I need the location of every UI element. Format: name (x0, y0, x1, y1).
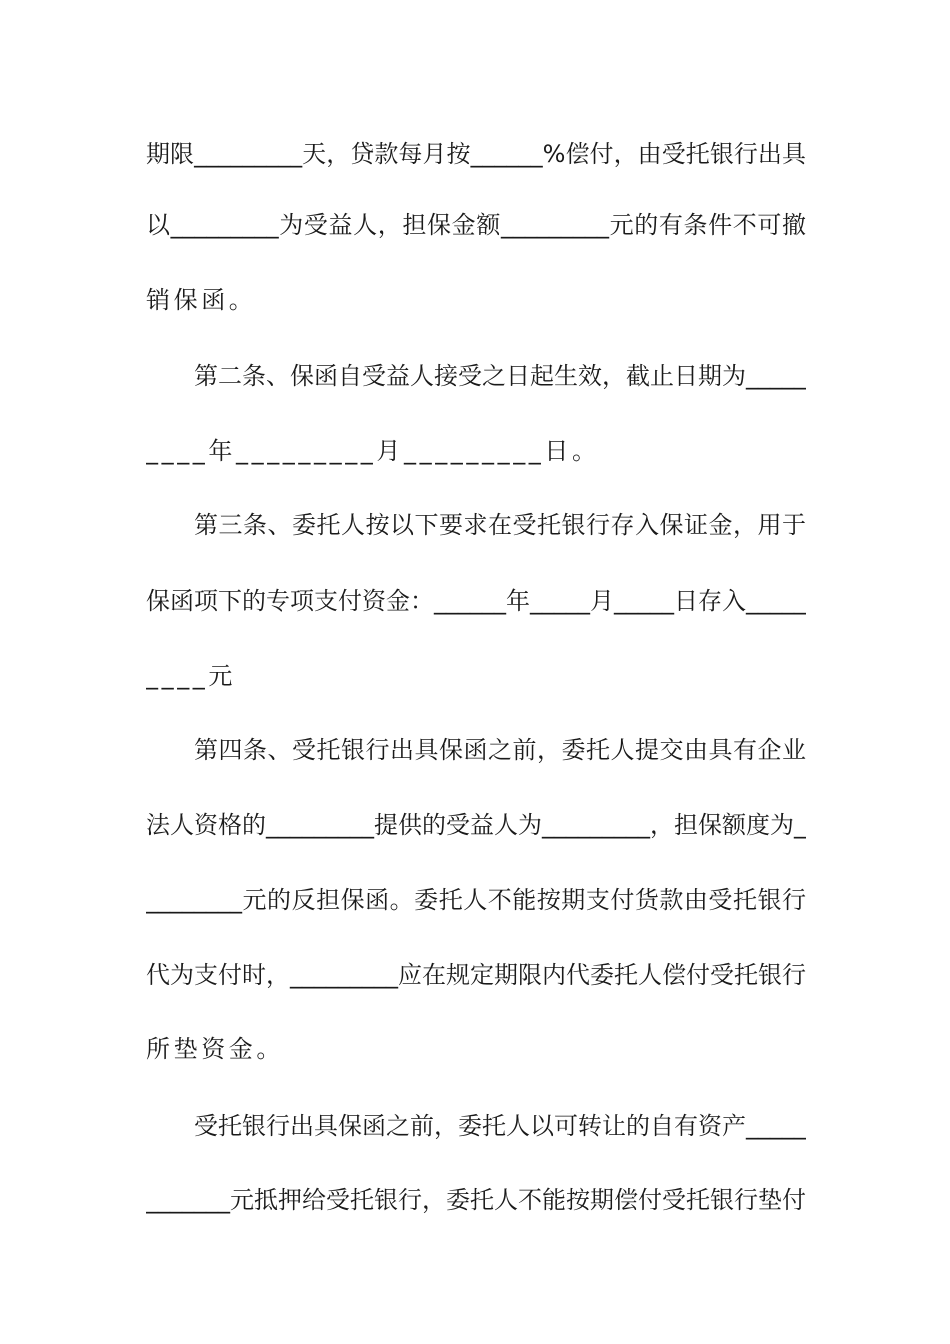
text-line: 所垫资金。 (146, 1035, 284, 1063)
text-line: _______元抵押给受托银行，委托人不能按期偿付受托银行垫付 (146, 1186, 806, 1214)
text-line: ________元的反担保函。委托人不能按期支付货款由受托银行 (146, 886, 806, 914)
text-line: 销保函。 (146, 286, 257, 314)
text-line: 第三条、委托人按以下要求在受托银行存入保证金，用于 (194, 511, 806, 539)
text-line: 受托银行出具保函之前，委托人以可转让的自有资产_____ (194, 1112, 806, 1140)
text-line: ____元 (146, 662, 236, 690)
text-line: 第四条、受托银行出具保函之前，委托人提交由具有企业 (194, 736, 806, 764)
text-line: 以_________为受益人，担保金额_________元的有条件不可撤 (146, 211, 806, 239)
text-line: 保函项下的专项支付资金：______年_____月_____日存入_____ (146, 587, 806, 615)
text-line: 期限_________天，贷款每月按______%偿付，由受托银行出具 (146, 140, 806, 168)
text-line: 第二条、保函自受益人接受之日起生效，截止日期为_____ (194, 362, 806, 390)
text-line: 代为支付时，_________应在规定期限内代委托人偿付受托银行 (146, 961, 806, 989)
text-line: ____年_________月_________日。 (146, 437, 600, 465)
text-line: 法人资格的_________提供的受益人为_________，担保额度为_ (146, 811, 806, 839)
